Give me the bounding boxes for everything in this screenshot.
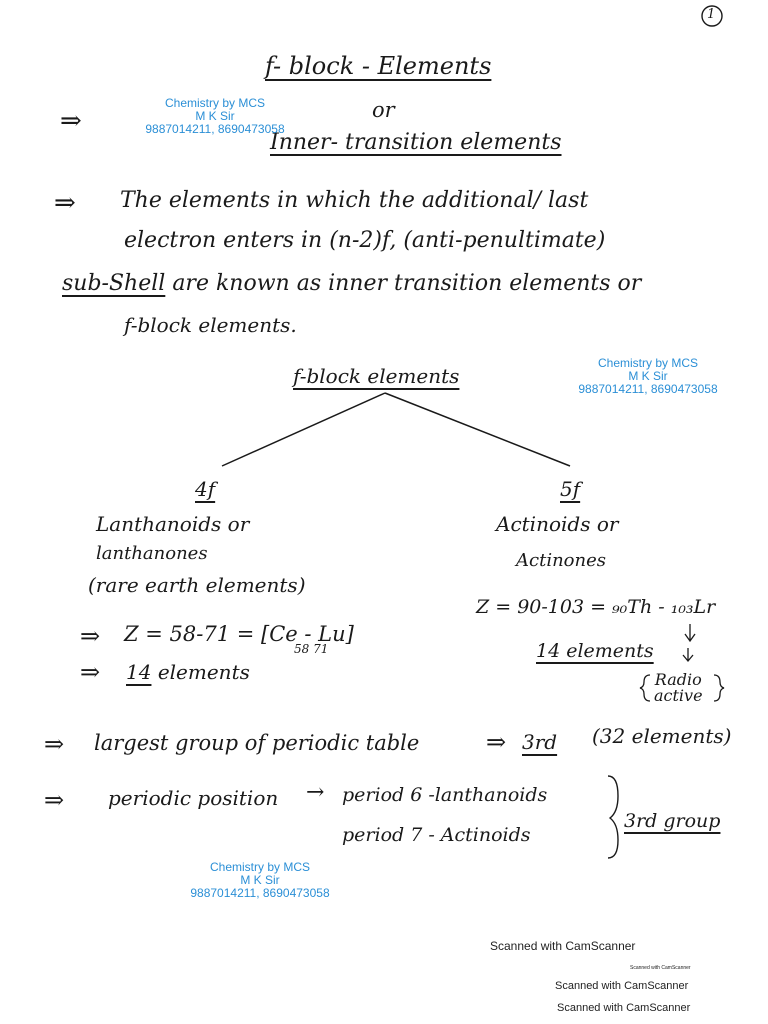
arrow-icon: ⇒ xyxy=(44,730,65,758)
page-number: 1 xyxy=(707,7,716,22)
definition-line1: The elements in which the additional/ last xyxy=(120,188,589,213)
left-head: 4f xyxy=(195,477,216,501)
left-count-num: 14 xyxy=(126,660,152,684)
title-or: or xyxy=(372,98,395,122)
arrow-icon: ⇒ xyxy=(54,188,76,218)
watermark-line1: Chemistry by MCS xyxy=(597,356,698,370)
left-count-rest: elements xyxy=(157,660,250,684)
fact-largest: largest group of periodic table xyxy=(94,731,420,755)
arrow-icon: ⇒ xyxy=(80,658,101,686)
watermark-line1: Chemistry by MCS xyxy=(164,96,265,110)
watermark xyxy=(558,357,738,396)
arrow-icon: ⇒ xyxy=(80,622,101,650)
watermark-line3: 9887014211, 8690473058 xyxy=(145,122,285,136)
diagram-root: f-block elements xyxy=(293,364,460,388)
watermark-line2: M K Sir xyxy=(195,109,235,123)
arrow-icon: ⇒ xyxy=(60,106,82,136)
left-name1: Lanthanoids or xyxy=(96,512,250,536)
radio-line1: Radio xyxy=(654,670,702,689)
watermark-line3: 9887014211, 8690473058 xyxy=(578,382,718,396)
branch-line-right xyxy=(385,393,570,466)
right-head: 5f xyxy=(560,477,581,501)
watermark-line2: M K Sir xyxy=(240,873,280,887)
left-z: Z = 58-71 = [Ce - Lu] xyxy=(124,622,354,646)
radio-line2: active xyxy=(654,686,703,705)
watermark-line1: Chemistry by MCS xyxy=(209,860,310,874)
camscanner-mark: Scanned with CamScanner xyxy=(630,965,691,971)
camscanner-mark: Scanned with CamScanner xyxy=(555,980,689,992)
right-name2: Actinones xyxy=(516,550,606,571)
watermark xyxy=(140,97,290,136)
left-count xyxy=(126,660,250,684)
fact-group: 3rd group xyxy=(624,810,721,832)
radio-label xyxy=(654,672,703,704)
camscanner-mark: Scanned with CamScanner xyxy=(490,939,636,953)
title-line1: f- block - Elements xyxy=(265,52,492,80)
right-name1: Actinoids or xyxy=(496,512,619,536)
watermark-line3: 9887014211, 8690473058 xyxy=(190,886,330,900)
camscanner-mark: Scanned with CamScanner xyxy=(557,1002,691,1014)
definition-line4: f-block elements. xyxy=(124,313,297,337)
definition-line2: electron enters in (n-2)f, (anti-penultimate) xyxy=(124,228,606,253)
definition-line3 xyxy=(62,271,641,296)
left-name3: (rare earth elements) xyxy=(88,573,306,597)
title-line2: Inner- transition elements xyxy=(270,130,562,155)
definition-subshell: sub-Shell xyxy=(62,271,166,296)
watermark xyxy=(190,861,330,900)
radio-brace-left xyxy=(640,675,650,701)
period-brace xyxy=(608,776,618,858)
fact-largest-count: (32 elements) xyxy=(592,724,732,748)
left-name2: lanthanones xyxy=(96,543,208,564)
definition-line3-rest: are known as inner transition elements or xyxy=(172,271,642,296)
watermark-line2: M K Sir xyxy=(628,369,668,383)
arrow-icon: → xyxy=(306,780,325,805)
fact-largest-value: 3rd xyxy=(522,730,558,754)
right-z: Z = 90-103 = ₉₀Th - ₁₀₃Lr xyxy=(476,596,716,618)
fact-position: periodic position xyxy=(108,786,279,810)
down-arrow-icon xyxy=(685,624,695,641)
arrow-icon: ⇒ xyxy=(486,728,507,756)
down-arrow-icon xyxy=(683,648,693,661)
fact-period6: period 6 -lanthanoids xyxy=(342,784,548,806)
right-count: 14 elements xyxy=(536,640,654,662)
branch-line-left xyxy=(222,393,385,466)
arrow-icon: ⇒ xyxy=(44,786,65,814)
radio-brace-right xyxy=(714,675,724,701)
left-z-sub: 58 71 xyxy=(294,642,329,656)
fact-period7: period 7 - Actinoids xyxy=(342,824,531,846)
